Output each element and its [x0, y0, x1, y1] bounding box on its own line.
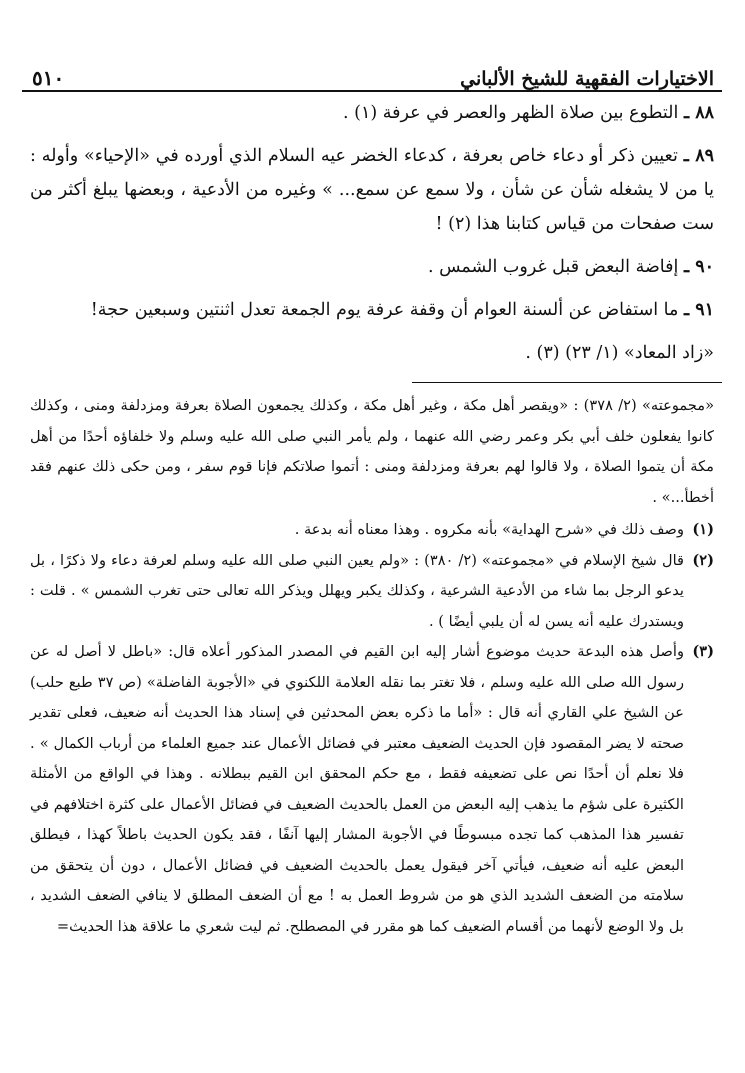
list-item	[30, 96, 714, 130]
footnote-marker: (١)	[692, 521, 714, 538]
book-page	[22, 48, 722, 1058]
item-text: ما استفاض عن ألسنة العوام أن وقفة عرفة يوم الجمعة تعدل اثنتين وسبعين حجة!	[90, 300, 679, 320]
item-text: التطوع بين صلاة الظهر والعصر في عرفة (١) .	[343, 103, 679, 123]
item-number: ٨٨ ـ	[683, 103, 714, 123]
footnote	[30, 515, 714, 546]
footnotes	[22, 391, 722, 942]
footnote	[30, 546, 714, 638]
item-number: ٩٠ ـ	[683, 257, 714, 277]
item-number: ٩١ ـ	[683, 300, 714, 320]
footnote-text: قال شيخ الإسلام في «مجموعته» (٢/ ٣٨٠) : «ولم يعين النبي صلى الله عليه وسلم لعرفة دعاء ولا ذكرًا ، بل يدعو الرجل بما شاء من الأدعية الشرعية ، وكذلك يكبر ويهلل ويذكر الله تعالى حتى تغرب الشمس » . قلت : ويستدرك عليه أنه يسن له أن يلبي أيضًا ) .	[30, 551, 685, 630]
running-header	[22, 48, 722, 92]
main-text	[22, 92, 722, 370]
book-title: الاختيارات الفقهية للشيخ الألباني	[460, 68, 714, 90]
item-text: «زاد المعاد» (١/ ٢٣) (٣) .	[525, 343, 714, 363]
footnote-text: وأصل هذه البدعة حديث موضوع أشار إليه ابن القيم في المصدر المذكور أعلاه قال: «باطل لا أصل له عن رسول الله صلى الله عليه وسلم ، فلا تغتر بما نقله العلامة اللكنوي في «الأجوبة الفاضلة» (ص ٣٧ طبع حلب) عن الشيخ علي القاري أنه قال : «أما ما ذكره بعض المحدثين في إسناد هذا الحديث أنه ضعيف، فعلى تقدير صحته لا يضر المقصود فإن الحديث الضعيف معتبر في فضائل الأعمال عند جميع العلماء من أرباب الكمال » . فلا نعلم أن أحدًا نص على تضعيفه فقط ، مع حكم المحقق ابن القيم ببطلانه . وهذا في الواقع من الأمثلة الكثيرة على شؤم ما يذهب إليه البعض من العمل بالحديث الضعيف في فضائل الأعمال على كثرة اختلافهم في تفسير هذا المذهب كما تجده مبسوطًا في الأجوبة المشار إليها آنفًا ، فقد يكون الحديث باطلاً كهذا ، فيطلق البعض عليه أنه ضعيف، فيأتي آخر فيقول يعمل بالحديث الضعيف في فضائل الأعمال ، دون أن يتحقق من سلامته من الضعف الشديد الذي هو من شروط العمل به ! مع أن الضعف المطلق لا ينافي الضعف الشديد ، بل ولا الوضع لأنهما من أقسام الضعيف كما هو مقرر في المصطلح. ثم ليت شعري ما علاقة هذا الحديث=	[30, 643, 684, 935]
footnote-separator	[412, 382, 722, 383]
list-item	[30, 139, 714, 241]
item-number: ٨٩ ـ	[683, 146, 714, 166]
source-reference	[30, 336, 714, 370]
footnote-marker: (٢)	[692, 551, 714, 569]
list-item	[30, 250, 714, 284]
footnote-marker: (٣)	[692, 643, 714, 660]
page-number: ٥١٠	[32, 66, 65, 90]
footnote-continuation: «مجموعته» (٢/ ٣٧٨) : «ويقصر أهل مكة ، وغير أهل مكة ، وكذلك يجمعون الصلاة بعرفة ومزدلفة ومنى ، وكذلك كانوا يفعلون خلف أبي بكر وعمر رضي الله عنهما ، ولم يأمر النبي صلى الله عليه وسلم ولا خلفاؤه أحدًا من أهل مكة أن يتموا الصلاة ، ولا قالوا لهم بعرفة ومزدلفة ومنى : أتموا صلاتكم فإنا قوم سفر ، ومن حكى ذلك عنهم فقد أخطأ...» .	[30, 397, 715, 506]
list-item	[30, 293, 714, 327]
footnote	[30, 637, 714, 942]
footnote-text: وصف ذلك في «شرح الهداية» بأنه مكروه . وهذا معناه أنه بدعة .	[294, 521, 684, 538]
item-text: إفاضة البعض قبل غروب الشمس .	[427, 257, 679, 277]
item-text: تعيين ذكر أو دعاء خاص بعرفة ، كدعاء الخضر عيه السلام الذي أورده في «الإحياء» وأوله : يا من لا يشغله شأن عن شأن ، ولا سمع عن سمع... » وغيره من الأدعية ، وبعضها يبلغ أكثر من ست صفحات من قياس كتابنا هذا (٢) !	[30, 146, 714, 234]
